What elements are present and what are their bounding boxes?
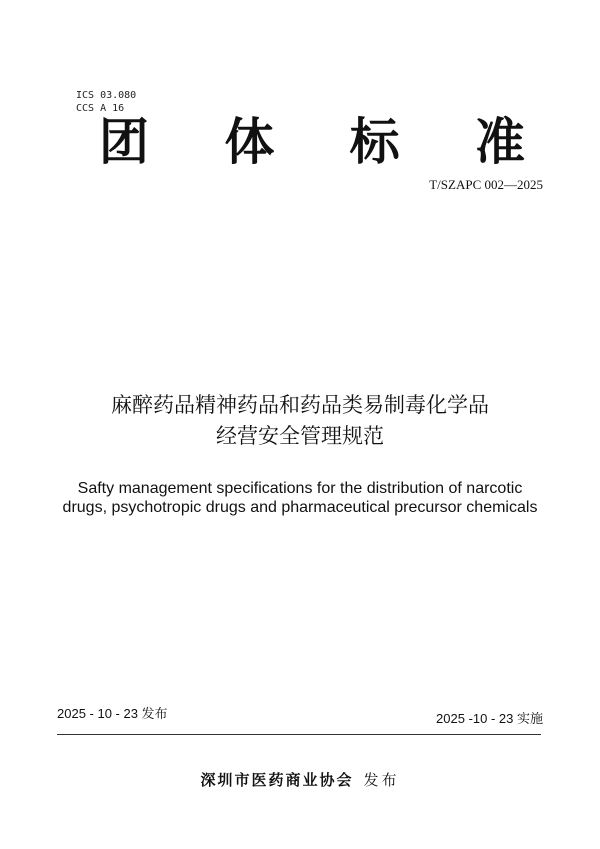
chinese-title-line: 麻醉药品精神药品和药品类易制毒化学品	[111, 393, 489, 417]
english-title-line: drugs, psychotropic drugs and pharmaceutical precursor chemicals	[62, 499, 538, 516]
implement-date: 2025 -10 - 23 实施	[436, 711, 543, 726]
publisher-org: 深圳市医药商业协会	[200, 771, 354, 789]
standard-number: T/SZAPC 002—2025	[429, 177, 543, 192]
chinese-title-line: 经营安全管理规范	[216, 424, 384, 448]
standard-type-heading	[96, 112, 528, 172]
english-title-line: Safty management specifications for the distribution of narcotic	[77, 480, 523, 497]
ics-code: ICS 03.080	[76, 90, 137, 101]
standard-type-char: 团	[99, 113, 149, 171]
ccs-code: CCS A 16	[76, 103, 125, 114]
standard-type-char: 准	[474, 113, 525, 171]
publisher-action: 发布	[363, 771, 400, 789]
standard-type-char: 标	[349, 113, 400, 171]
publish-date: 2025 - 10 - 23 发布	[57, 706, 168, 721]
publisher-line	[0, 770, 600, 790]
divider-line	[57, 734, 541, 735]
english-title	[0, 479, 600, 517]
standard-type-char: 体	[224, 113, 275, 171]
chinese-title	[0, 390, 600, 452]
